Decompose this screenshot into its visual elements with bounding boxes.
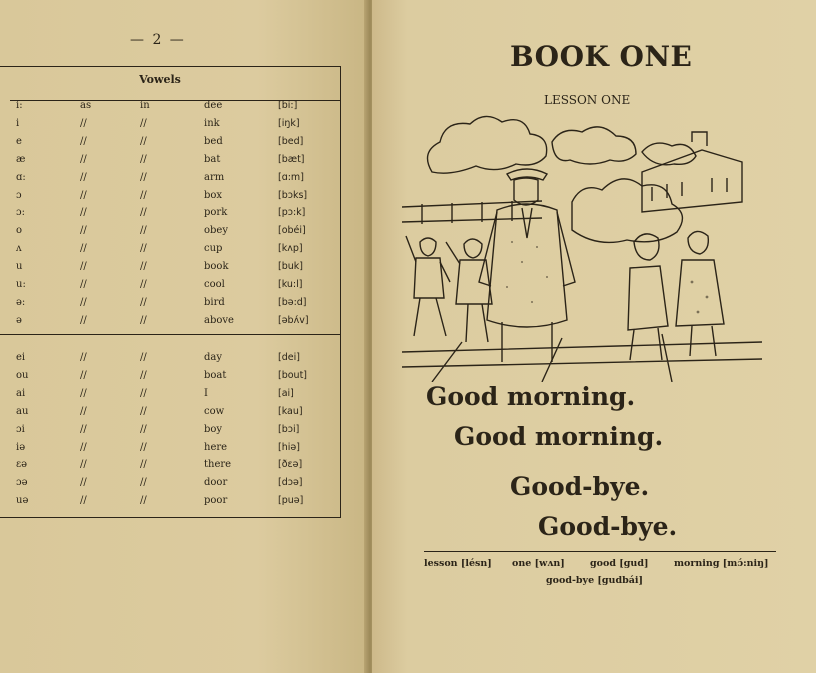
table-row [0, 258, 340, 275]
vowel-symbol: ɔ [16, 189, 22, 201]
vowel-symbol: ə [16, 314, 22, 326]
vowel-symbol: uə [16, 495, 29, 507]
as-marker: as [80, 100, 92, 111]
in-marker: // [140, 296, 147, 308]
example-word: cow [204, 405, 225, 417]
table-row [0, 421, 340, 438]
vowel-symbol: u: [16, 279, 26, 290]
as-marker: // [80, 207, 87, 219]
ipa-transcription: [iŋk] [278, 117, 300, 129]
vocab-morning: morning [mɔ́:niŋ] [674, 558, 769, 569]
in-marker: // [140, 314, 147, 326]
in-marker: // [140, 171, 147, 183]
phrase-good-morning-2: Good morning. [454, 422, 664, 451]
ipa-transcription: [kau] [278, 405, 303, 417]
example-word: cup [204, 243, 223, 255]
example-word: pork [204, 207, 228, 219]
vowel-symbol: i [16, 117, 20, 129]
table-row [0, 151, 340, 168]
as-marker: // [80, 495, 87, 507]
example-word: I [204, 387, 208, 399]
vowel-symbol: i: [16, 100, 23, 111]
left-page [0, 0, 368, 673]
in-marker: // [140, 405, 147, 417]
in-marker: // [140, 243, 147, 255]
in-marker: // [140, 441, 147, 453]
table-row [0, 204, 340, 221]
example-word: there [204, 459, 232, 471]
in-marker: // [140, 495, 147, 507]
vowel-symbol: ai [16, 387, 26, 399]
vocab-lesson: lesson [lésn] [424, 558, 492, 569]
table-row [0, 240, 340, 257]
ipa-transcription: [bɔi] [278, 423, 300, 435]
vowel-symbol: ɔ: [16, 207, 25, 219]
phrase-good-bye-2: Good-bye. [538, 512, 678, 541]
example-word: here [204, 441, 228, 453]
table-row [0, 385, 340, 402]
vowel-symbol: e [16, 135, 22, 147]
table-title: Vowels [139, 73, 181, 86]
ipa-transcription: [bə:d] [278, 296, 307, 308]
as-marker: // [80, 405, 87, 417]
in-marker: // [140, 352, 147, 363]
as-marker: // [80, 279, 87, 290]
in-marker: // [140, 369, 147, 381]
as-marker: // [80, 314, 87, 326]
ipa-transcription: [ɑ:m] [278, 171, 304, 183]
table-row [0, 187, 340, 204]
in-marker: // [140, 261, 147, 273]
table-row [0, 97, 340, 114]
vowel-symbol: ɔə [16, 477, 28, 489]
as-marker: // [80, 387, 87, 399]
as-marker: // [80, 261, 87, 273]
table-row [0, 492, 340, 509]
phrase-good-bye-1: Good-bye. [510, 472, 650, 501]
lesson-illustration [402, 112, 762, 382]
as-marker: // [80, 225, 87, 237]
in-marker: in [140, 100, 150, 111]
as-marker: // [80, 459, 87, 471]
vowel-symbol: iə [16, 441, 26, 453]
ipa-transcription: [dɔə] [278, 477, 303, 489]
table-row [0, 133, 340, 150]
as-marker: // [80, 135, 87, 147]
in-marker: // [140, 387, 147, 399]
example-word: cool [204, 279, 225, 290]
ipa-transcription: [bæt] [278, 153, 305, 165]
vowel-symbol: ei [16, 352, 26, 363]
in-marker: // [140, 459, 147, 471]
ipa-transcription: [buk] [278, 261, 303, 273]
table-row [0, 169, 340, 186]
vocab-one: one [wʌn] [512, 558, 565, 569]
vowel-table [0, 66, 341, 518]
in-marker: // [140, 279, 147, 290]
in-marker: // [140, 117, 147, 129]
vowel-symbol: o [16, 225, 23, 237]
table-row [0, 456, 340, 473]
phrase-good-morning-1: Good morning. [426, 382, 636, 411]
vocab-good-bye: good-bye [gudbái] [546, 575, 644, 586]
book-title: BOOK ONE [510, 40, 693, 73]
in-marker: // [140, 153, 147, 165]
as-marker: // [80, 153, 87, 165]
ipa-transcription: [bed] [278, 135, 304, 147]
example-word: ink [204, 117, 220, 129]
example-word: boat [204, 369, 227, 381]
as-marker: // [80, 423, 87, 435]
as-marker: // [80, 477, 87, 489]
in-marker: // [140, 423, 147, 435]
table-row [0, 403, 340, 420]
as-marker: // [80, 171, 87, 183]
as-marker: // [80, 243, 87, 255]
ipa-transcription: [ðɛə] [278, 459, 303, 471]
ipa-transcription: [ai] [278, 387, 294, 399]
in-marker: // [140, 477, 147, 489]
example-word: poor [204, 495, 228, 507]
as-marker: // [80, 369, 87, 381]
table-section-divider [0, 334, 340, 335]
ipa-transcription: [hiə] [278, 441, 300, 453]
example-word: day [204, 352, 223, 363]
as-marker: // [80, 117, 87, 129]
example-word: arm [204, 171, 225, 183]
table-row [0, 349, 340, 366]
example-word: bed [204, 135, 223, 147]
ipa-transcription: [bɔks] [278, 189, 308, 201]
vowel-symbol: ou [16, 369, 29, 381]
example-word: obey [204, 225, 228, 237]
as-marker: // [80, 189, 87, 201]
table-row [0, 222, 340, 239]
as-marker: // [80, 352, 87, 363]
as-marker: // [80, 441, 87, 453]
ipa-transcription: [obéi] [278, 225, 306, 237]
example-word: above [204, 314, 234, 326]
vowel-symbol: ʌ [16, 243, 22, 255]
example-word: book [204, 261, 229, 273]
example-word: bird [204, 296, 225, 308]
lesson-title: LESSON ONE [544, 93, 631, 107]
ipa-transcription: [dei] [278, 352, 300, 363]
ipa-transcription: [bout] [278, 369, 308, 381]
vowel-symbol: æ [16, 153, 26, 165]
vowel-symbol: ɔi [16, 423, 25, 435]
example-word: bat [204, 153, 221, 165]
page-number: — 2 — [130, 32, 186, 48]
right-page [372, 0, 816, 673]
example-word: boy [204, 423, 223, 435]
in-marker: // [140, 225, 147, 237]
table-row [0, 474, 340, 491]
vowel-symbol: au [16, 405, 29, 417]
vocabulary-divider [424, 551, 776, 552]
vowel-symbol: u [16, 261, 23, 273]
ipa-transcription: [əbʌ́v] [278, 314, 309, 326]
ipa-transcription: [puə] [278, 495, 304, 507]
vocab-good: good [gud] [590, 558, 649, 569]
table-row [0, 367, 340, 384]
example-word: dee [204, 100, 223, 111]
vowel-symbol: ɛə [16, 459, 28, 471]
ipa-transcription: [bi:] [278, 100, 298, 111]
vowel-symbol: ɑ: [16, 171, 26, 183]
table-row [0, 115, 340, 132]
in-marker: // [140, 189, 147, 201]
table-row [0, 276, 340, 293]
in-marker: // [140, 207, 147, 219]
table-row [0, 312, 340, 329]
as-marker: // [80, 296, 87, 308]
table-row [0, 294, 340, 311]
ipa-transcription: [ku:l] [278, 279, 303, 290]
table-row [0, 439, 340, 456]
vowel-symbol: ə: [16, 296, 26, 308]
ipa-transcription: [pɔ:k] [278, 207, 306, 219]
in-marker: // [140, 135, 147, 147]
example-word: door [204, 477, 228, 489]
ipa-transcription: [kʌp] [278, 243, 303, 255]
example-word: box [204, 189, 223, 201]
